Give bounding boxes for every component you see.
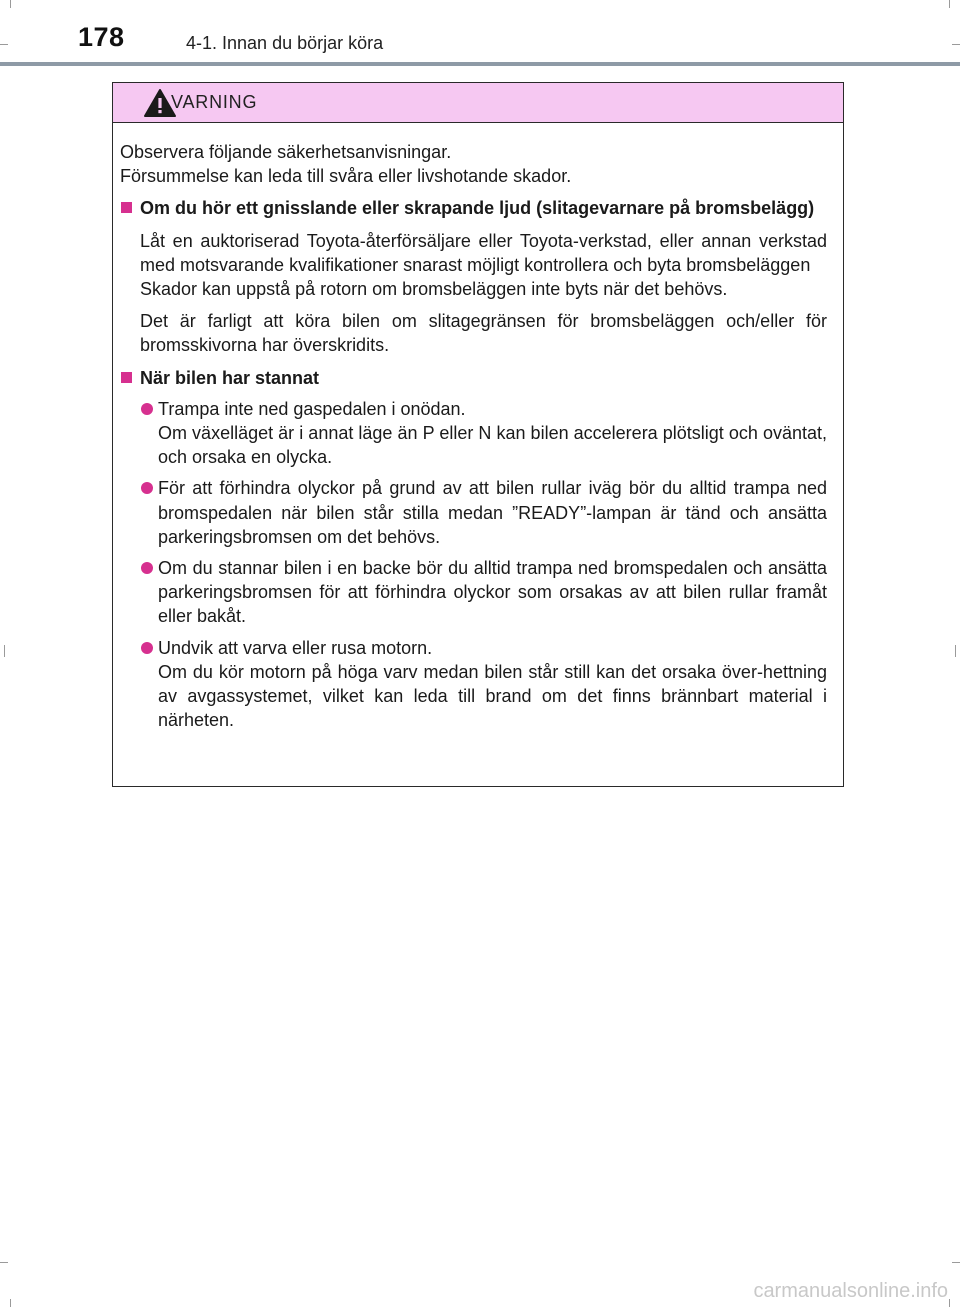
crop-mark <box>949 1299 950 1307</box>
crop-mark <box>4 645 5 657</box>
section-heading-text: Om du hör ett gnisslande eller skrapande ljud (slitagevarnare på bromsbelägg) <box>140 198 815 219</box>
page-header <box>0 0 960 66</box>
page-number: 178 <box>78 22 125 52</box>
list-item <box>120 476 827 549</box>
bullet-list <box>120 397 827 733</box>
watermark: carmanualsonline.info <box>753 1280 948 1302</box>
round-bullet-icon <box>141 642 153 654</box>
warning-body <box>113 123 843 732</box>
list-item <box>120 397 827 470</box>
section-brake-wear <box>120 196 827 357</box>
warning-label: VARNING <box>171 92 258 112</box>
list-item-line: Trampa inte ned gaspedalen i onödan. <box>158 398 466 419</box>
intro-line: Försummelse kan leda till svåra eller livshotande skador. <box>120 166 572 187</box>
crop-mark <box>0 1262 8 1263</box>
section-title: 4-1. Innan du börjar köra <box>186 33 384 53</box>
paragraph <box>120 309 827 357</box>
list-item-line: Undvik att varva eller rusa motorn. <box>158 637 433 658</box>
square-bullet-icon <box>121 372 132 383</box>
crop-mark <box>10 1299 11 1307</box>
list-item <box>120 556 827 629</box>
crop-mark <box>952 1262 960 1263</box>
header-rule <box>0 62 960 66</box>
list-item <box>120 636 827 733</box>
warning-box <box>112 82 844 787</box>
intro-line: Observera följande säkerhetsanvisningar. <box>120 142 452 162</box>
section-heading <box>120 196 827 220</box>
round-bullet-icon <box>141 403 153 415</box>
paragraph-line: Låt en auktoriserad Toyota-återförsäljare eller Toyota-verkstad, eller annan verkstad med motsvarande kvalifikationer snarast möjligt kontrollera och byta bromsbeläggen <box>140 230 827 275</box>
round-bullet-icon <box>141 562 153 574</box>
warning-intro <box>120 140 827 188</box>
crop-mark <box>955 645 956 657</box>
list-item-line: För att förhindra olyckor på grund av att bilen rullar iväg bör du alltid trampa ned bromspedalen när bilen står stilla medan ”READY”-lampan är tänd och ansätta parkeringsbromsen om det behövs. <box>158 478 827 547</box>
section-heading-text: När bilen har stannat <box>140 367 320 388</box>
list-item-line: Om växelläget är i annat läge än P eller N kan bilen accelerera plötsligt och oväntat, och orsaka en olycka. <box>158 423 827 468</box>
warning-header <box>113 83 843 123</box>
section-stopped <box>120 366 827 733</box>
section-heading <box>120 366 827 390</box>
paragraph <box>120 229 827 302</box>
square-bullet-icon <box>121 202 132 213</box>
round-bullet-icon <box>141 482 153 494</box>
paragraph-line: Det är farligt att köra bilen om slitagegränsen för bromsbeläggen och/eller för bromsskivorna har överskridits. <box>140 311 827 356</box>
paragraph-line: Skador kan uppstå på rotorn om bromsbeläggen inte byts när det behövs. <box>140 279 728 300</box>
list-item-line: Om du kör motorn på höga varv medan bilen står still kan det orsaka över-hettning av avgassystemet, vilket kan leda till brand om det finns brännbart material i närheten. <box>158 661 827 731</box>
list-item-line: Om du stannar bilen i en backe bör du alltid trampa ned bromspedalen och ansätta parkeringsbromsen för att förhindra olyckor som orsakas av att bilen rullar framåt eller bakåt. <box>158 558 827 627</box>
